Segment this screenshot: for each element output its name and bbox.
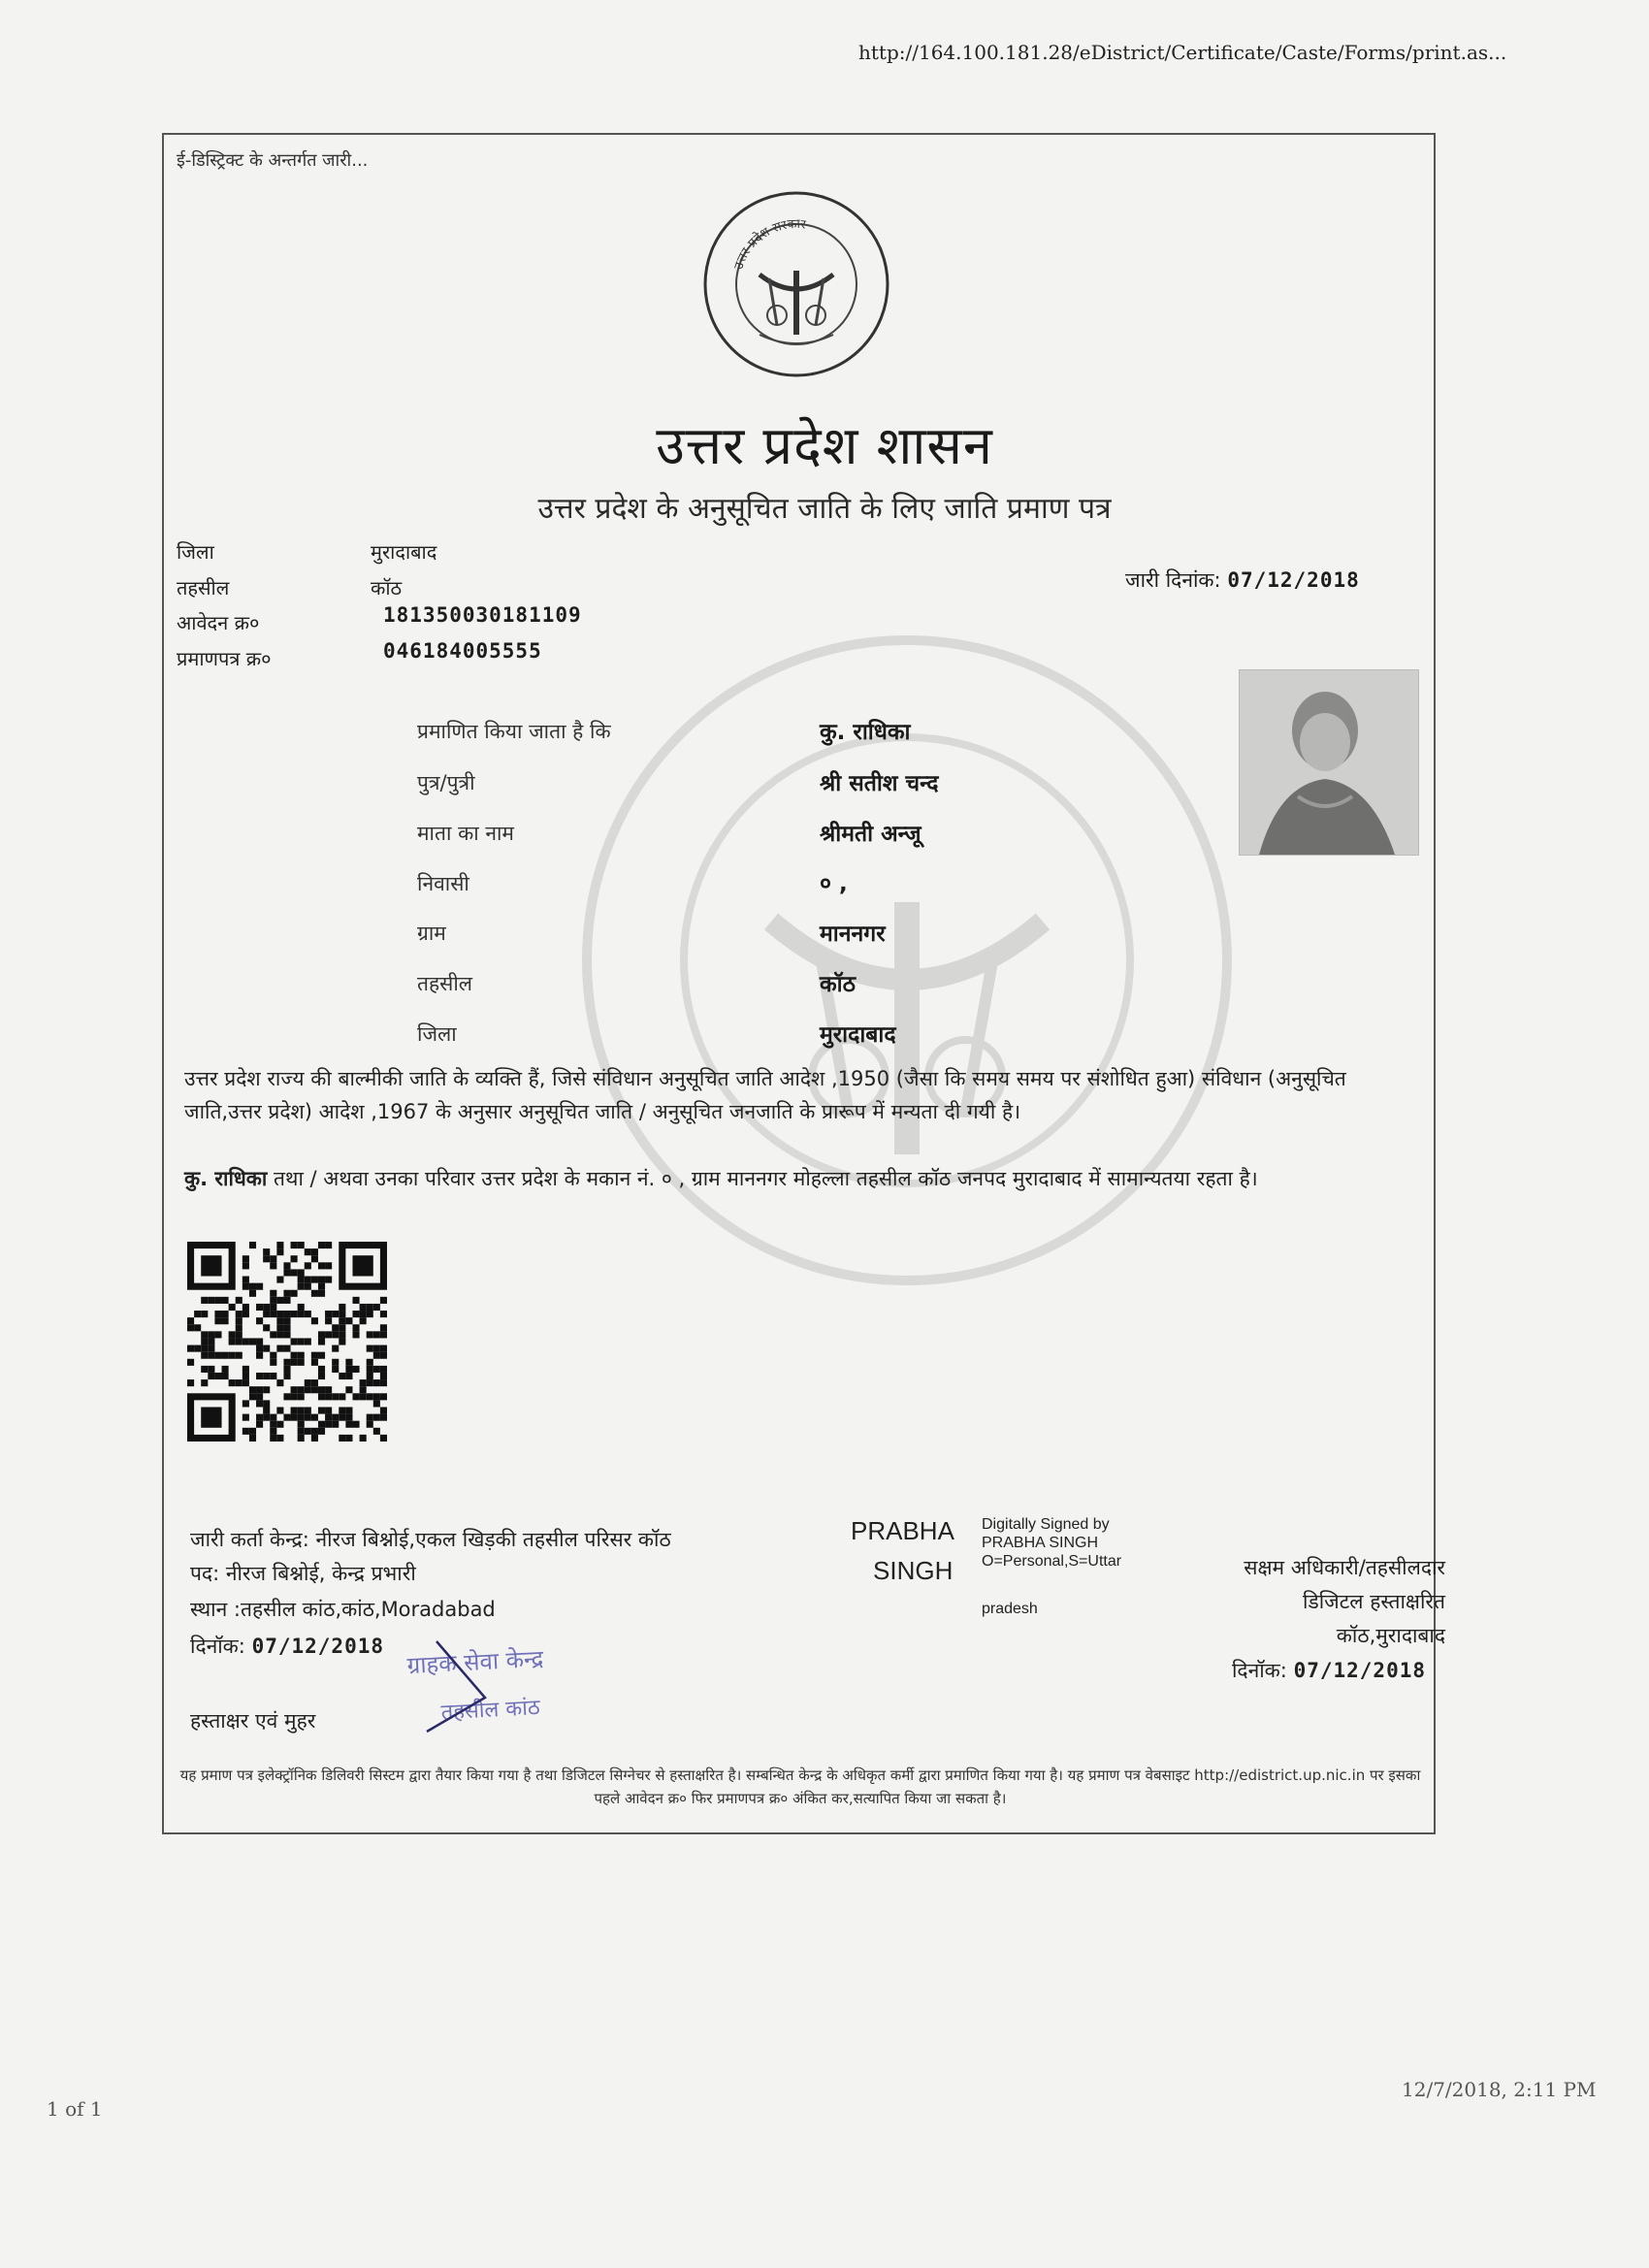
stamp-line-2: तहसील कांठ: [440, 1696, 541, 1726]
mother-value: श्रीमती अन्जू: [820, 822, 922, 847]
authority-title: सक्षम अधिकारी/तहसीलदार: [1244, 1556, 1445, 1579]
footer-date-value: 07/12/2018: [251, 1635, 385, 1658]
center-stamp: [369, 1639, 572, 1746]
government-title: उत्तर प्रदेश शासन: [656, 415, 993, 476]
application-no-label: आवेदन क्र०: [177, 611, 260, 634]
residence-person-name: कु. राधिका: [184, 1167, 268, 1190]
parent-label: पुत्र/पुत्री: [417, 771, 475, 794]
page-number: 1 of 1: [47, 2097, 103, 2121]
digital-sign-line-3: O=Personal,S=Uttar: [982, 1553, 1122, 1570]
issue-date: [1125, 567, 1360, 594]
applicant-photo: [1239, 669, 1419, 856]
issuing-center: जारी कर्ता केन्द्र: नीरज बिश्नोई,एकल खिड़की तहसील परिसर कॉठ: [190, 1528, 671, 1551]
certify-tehsil-label: तहसील: [417, 972, 472, 995]
signature-label: हस्ताक्षर एवं मुहर: [190, 1709, 316, 1733]
issuer-post: पद: नीरज बिश्नोई, केन्द्र प्रभारी: [190, 1562, 416, 1585]
printed-url: http://164.100.181.28/eDistrict/Certificate/Caste/Forms/print.as...: [858, 41, 1507, 64]
person-name: कु. राधिका: [820, 720, 911, 745]
digital-sign-line-4: pradesh: [982, 1601, 1038, 1617]
authority-date-label: दिनॉक:: [1231, 1659, 1287, 1682]
digital-sign-line-1: Digitally Signed by: [982, 1516, 1110, 1533]
signer-name-line-1: PRABHA: [851, 1516, 954, 1545]
village-label: ग्राम: [417, 922, 446, 945]
issued-under-note: ई-डिस्ट्रिक्ट के अन्तर्गत जारी...: [177, 150, 369, 171]
certify-tehsil-value: कॉठ: [820, 972, 856, 997]
district-value: मुरादाबाद: [371, 540, 437, 564]
tehsil-value: कॉठ: [371, 576, 403, 599]
stamp-line-1: ग्राहक सेवा केन्द्र: [406, 1644, 544, 1680]
issue-place: स्थान :तहसील कांठ,कांठ,Moradabad: [190, 1598, 496, 1621]
issue-date-value: 07/12/2018: [1227, 568, 1360, 592]
digital-sign-line-2: PRABHA SINGH: [982, 1535, 1099, 1551]
certificate-title: उत्तर प्रदेश के अनुसूचित जाति के लिए जाति प्रमाण पत्र: [537, 492, 1112, 526]
certify-district-value: मुरादाबाद: [820, 1022, 896, 1048]
footer-date: [190, 1633, 384, 1660]
district-label: जिला: [177, 540, 214, 564]
certify-intro-label: प्रमाणित किया जाता है कि: [417, 720, 611, 743]
authority-date-value: 07/12/2018: [1293, 1659, 1426, 1682]
signer-name-line-2: SINGH: [873, 1556, 954, 1585]
residence-paragraph: [184, 1162, 1426, 1195]
printed-timestamp: 12/7/2018, 2:11 PM: [1402, 2078, 1597, 2101]
village-value: माननगर: [820, 922, 886, 947]
authority-place: कॉठ,मुरादाबाद: [1336, 1624, 1445, 1647]
residence-paragraph-text: तथा / अथवा उनका परिवार उत्तर प्रदेश के मकान नं. ० , ग्राम माननगर मोहल्ला तहसील कॉठ जनपद मुरादाबाद में सामान्यतया रहता है।: [267, 1167, 1258, 1190]
person-photo-icon: [1240, 670, 1418, 855]
footer-date-label: दिनॉक:: [190, 1635, 245, 1658]
parent-value: श्री सतीश चन्द: [820, 771, 939, 796]
authority-digital-signed: डिजिटल हस्ताक्षरित: [1303, 1590, 1445, 1613]
resident-value: ० ,: [820, 871, 848, 896]
certify-district-label: जिला: [417, 1022, 457, 1046]
verification-disclaimer: यह प्रमाण पत्र इलेक्ट्रॉनिक डिलिवरी सिस्टम द्वारा तैयार किया गया है तथा डिजिटल सिग्नेचर से हस्ताक्षरित है। सम्बन्धित केन्द्र के अधिकृत कर्मी द्वारा प्रमाणित किया गया है। यह प्रमाण पत्र वेबसाइट http://edistrict.up.nic.in पर इसका पहले आवेदन क्र० फिर प्रमाणपत्र क्र० अंकित कर,सत्यापित किया जा सकता है।: [179, 1766, 1421, 1807]
emblem-text: उत्तर प्रदेश सरकार: [731, 216, 807, 272]
issue-date-label: जारी दिनांक:: [1125, 568, 1221, 592]
authority-date: [1116, 1657, 1426, 1684]
qr-code: [187, 1242, 387, 1442]
caste-paragraph: उत्तर प्रदेश राज्य की बाल्मीकी जाति के व्यक्ति हैं, जिसे संविधान अनुसूचित जाति आदेश ,1950 (जैसा कि समय समय पर संशोधित हुआ) संविधान (अनुसूचित जाति,उत्तर प्रदेश) आदेश ,1967 के अनुसार अनुसूचित जाति / अनुसूचित जनजाति के प्रारूप में मन्यता दी गयी है।: [184, 1067, 1346, 1123]
mother-label: माता का नाम: [417, 822, 514, 845]
up-emblem-icon: [701, 189, 891, 379]
resident-label: निवासी: [417, 872, 469, 895]
certificate-no-value: 046184005555: [383, 639, 542, 663]
tehsil-label: तहसील: [177, 576, 230, 599]
svg-text:उत्तर प्रदेश सरकार: [731, 217, 807, 272]
certificate-no-label: प्रमाणपत्र क्र०: [177, 647, 272, 670]
application-no-value: 181350030181109: [383, 603, 582, 627]
